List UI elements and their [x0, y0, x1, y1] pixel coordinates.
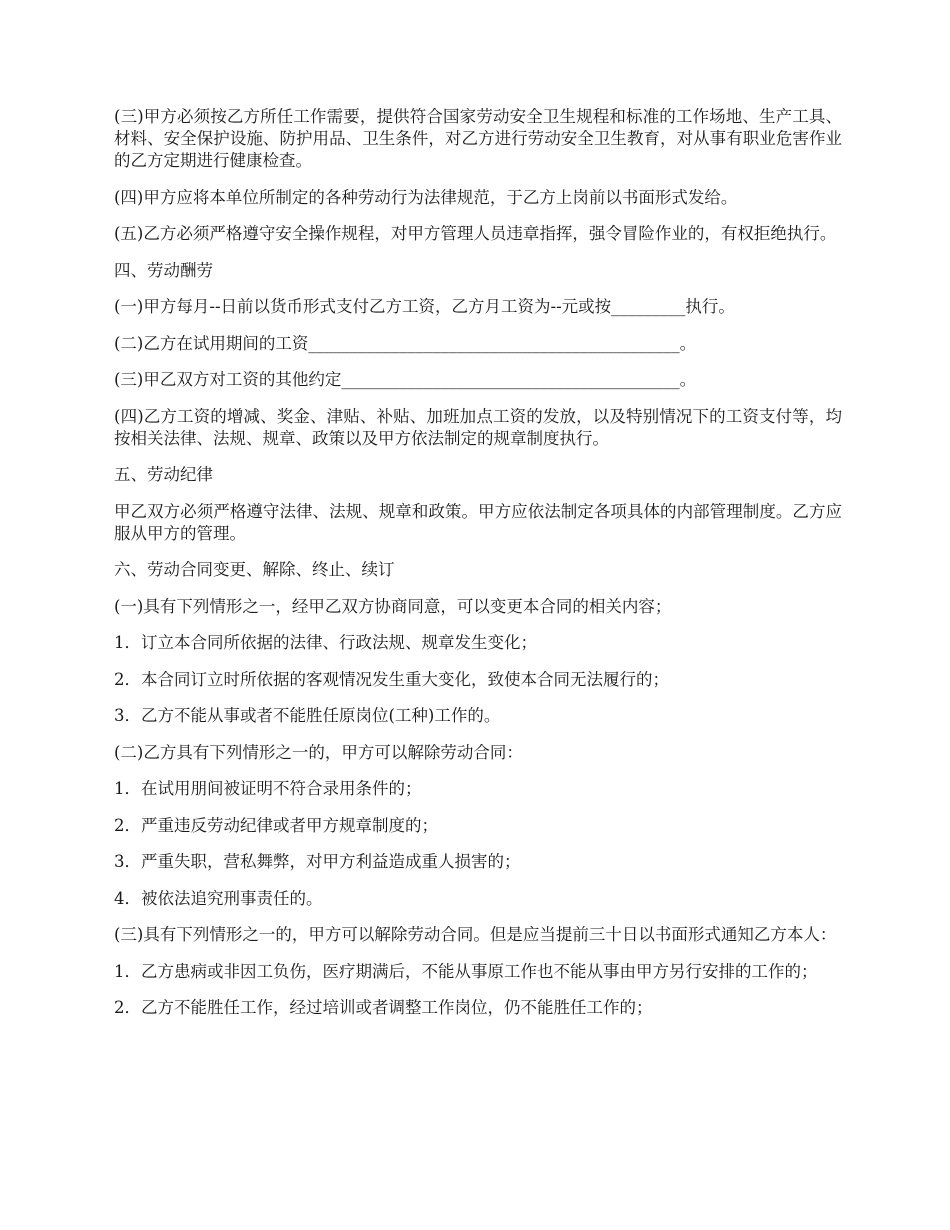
list-item: 2．本合同订立时所依据的客观情况发生重大变化，致使本合同无法履行的； — [114, 669, 669, 689]
list-item: 1．订立本合同所依据的法律、行政法规、规章发生变化； — [114, 633, 537, 652]
discipline-paragraph: 甲乙双方必须严格遵守法律、法规、规章和政策。甲方应依法制定各项具体的内部管理制度。乙方应服从甲方的管理。 — [114, 501, 842, 543]
list-item: 1．乙方患病或非因工负伤，医疗期满后，不能从事原工作也不能从事由甲方另行安排的工作的； — [114, 961, 818, 981]
list-item: 1．在试用朋间被证明不符合录用条件的； — [114, 779, 422, 798]
clause-3-safety-conditions: (三)甲方必须按乙方所任工作需要，提供符合国家劳动安全卫生规程和标准的工作场地、生产工具、材料、安全保护设施、防护用品、卫生条件，对乙方进行劳动安全卫生教育，对从事有职业危害作业的乙方定期进行健康检查。 — [114, 107, 842, 170]
section-heading-remuneration: 四、劳动酬劳 — [114, 260, 213, 280]
clause-4-rules-distribution: (四)甲方应将本单位所制定的各种劳动行为法律规范，于乙方上岗前以书面形式发给。 — [114, 187, 738, 207]
clause-1-monthly-wage: (一)甲方每月--日前以货币形式支付乙方工资，乙方月工资为--元或按_________执行。 — [114, 297, 735, 316]
section-heading-contract-changes: 六、劳动合同变更、解除、终止、续订 — [114, 560, 395, 579]
clause-3-other-wage-terms: (三)甲乙双方对工资的其他约定_________________________________________。 — [114, 370, 697, 389]
list-item: 3．乙方不能从事或者不能胜任原岗位(工种)工作的。 — [114, 706, 501, 725]
clause-5-safety-compliance: (五)乙方必须严格遵守安全操作规程，对甲方管理人员违章指挥，强令冒险作业的，有权拒绝执行。 — [114, 224, 837, 243]
clause-3-notice-termination: (三)具有下列情形之一的，甲方可以解除劳动合同。但是应当提前三十日以书面形式通知乙方本人： — [114, 925, 837, 944]
clause-2-termination-conditions: (二)乙方具有下列情形之一的，甲方可以解除劳动合同： — [114, 742, 523, 762]
list-item: 3．严重失职，营私舞弊，对甲方利益造成重人损害的； — [114, 852, 521, 871]
document-page — [114, 106, 842, 1034]
section-heading-discipline: 五、劳动纪律 — [114, 465, 213, 484]
list-item: 2．严重违反劳动纪律或者甲方规章制度的； — [114, 815, 438, 835]
list-item: 2．乙方不能胜任工作，经过培训或者调整工作岗位，仍不能胜任工作的； — [114, 998, 653, 1017]
list-item: 4．被依法追究刑事责任的。 — [114, 888, 323, 908]
clause-4-wage-adjustments: (四)乙方工资的增减、奖金、津贴、补贴、加班加点工资的发放，以及特别情况下的工资支付等，均按相关法律、法规、规章、政策以及甲方依法制定的规章制度执行。 — [114, 406, 842, 448]
clause-1-change-conditions: (一)具有下列情形之一，经甲乙双方协商同意，可以变更本合同的相关内容； — [114, 596, 672, 616]
clause-2-probation-wage: (二)乙方在试用期间的工资_____________________________________________。 — [114, 333, 697, 353]
